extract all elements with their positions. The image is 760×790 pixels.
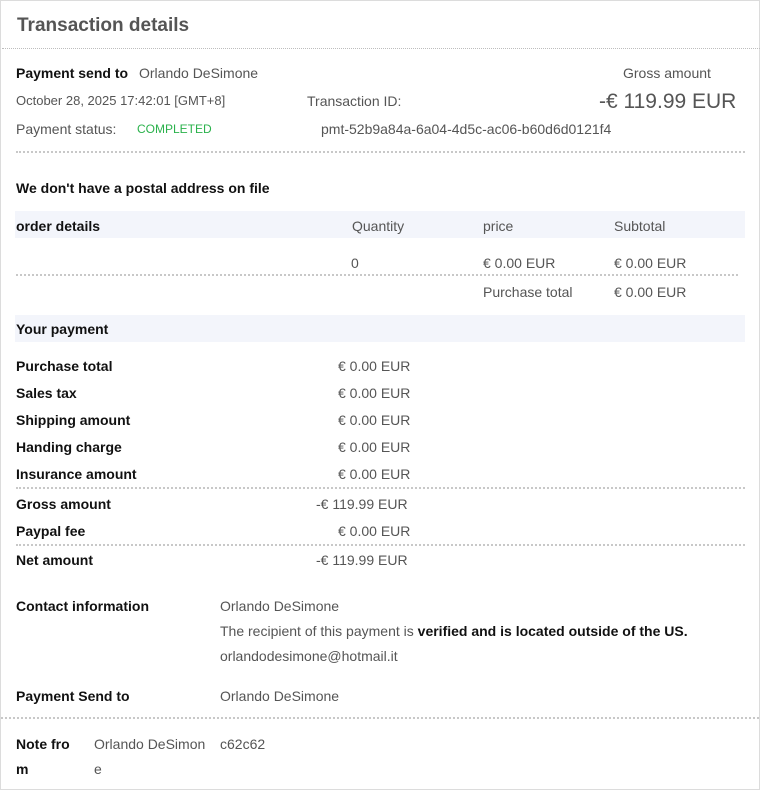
order-col-subtotal: Subtotal bbox=[614, 218, 666, 234]
payment-send-to-label: Payment send to bbox=[16, 65, 129, 81]
payment-row-value: € 0.00 EUR bbox=[338, 439, 411, 455]
page-title: Transaction details bbox=[17, 15, 190, 36]
gross-amount-row-label: Gross amount bbox=[16, 496, 111, 512]
your-payment-header bbox=[15, 315, 745, 342]
payment-send-to-name[interactable]: Orlando DeSimone bbox=[139, 65, 259, 81]
note-label: Note fro bbox=[16, 736, 70, 752]
recipient-text: The recipient of this payment is bbox=[220, 623, 418, 639]
net-amount-value: -€ 119.99 EUR bbox=[316, 552, 408, 568]
note-from-name: Orlando DeSimon bbox=[94, 736, 206, 752]
gross-amount-value: -€ 119.99 EUR bbox=[599, 90, 737, 113]
recipient-verified-text: verified and is located outside of the US. bbox=[417, 623, 688, 639]
payment-row-value: € 0.00 EUR bbox=[338, 385, 411, 401]
divider bbox=[16, 274, 738, 276]
note-from-name-wrap: e bbox=[94, 761, 102, 777]
title-bar bbox=[2, 2, 760, 49]
note-code: c62c62 bbox=[220, 736, 266, 752]
payment-row-label: Sales tax bbox=[16, 385, 77, 401]
divider bbox=[1, 717, 759, 719]
divider bbox=[16, 487, 745, 489]
payment-row-label: Insurance amount bbox=[16, 466, 137, 482]
order-row-quantity: 0 bbox=[351, 255, 359, 271]
payment-row-label: Shipping amount bbox=[16, 412, 131, 428]
contact-name[interactable]: Orlando DeSimone bbox=[220, 598, 340, 614]
purchase-total-value: € 0.00 EUR bbox=[614, 284, 687, 300]
your-payment-title: Your payment bbox=[16, 321, 109, 337]
divider bbox=[16, 151, 745, 153]
gross-amount-row-value: -€ 119.99 EUR bbox=[316, 496, 408, 512]
paypal-fee-label: Paypal fee bbox=[16, 523, 86, 539]
contact-info-label: Contact information bbox=[16, 598, 149, 614]
postal-address-note: We don't have a postal address on file bbox=[16, 180, 270, 196]
payment-row-label: Purchase total bbox=[16, 358, 113, 374]
order-col-price: price bbox=[483, 218, 514, 234]
payment-send-to-footer-value: Orlando DeSimone bbox=[220, 688, 340, 704]
order-row-subtotal: € 0.00 EUR bbox=[614, 255, 687, 271]
contact-email[interactable]: orlandodesimone@hotmail.it bbox=[220, 648, 398, 664]
transaction-id-label: Transaction ID: bbox=[307, 93, 402, 109]
payment-row-value: € 0.00 EUR bbox=[338, 466, 411, 482]
note-label-wrap: m bbox=[16, 761, 29, 777]
purchase-total-label: Purchase total bbox=[483, 284, 573, 300]
gross-amount-label: Gross amount bbox=[623, 65, 711, 81]
order-row-price: € 0.00 EUR bbox=[483, 255, 556, 271]
paypal-fee-value: € 0.00 EUR bbox=[338, 523, 411, 539]
payment-row-label: Handing charge bbox=[16, 439, 122, 455]
status-badge: COMPLETED bbox=[137, 122, 212, 136]
recipient-verification bbox=[220, 623, 688, 639]
net-amount-label: Net amount bbox=[16, 552, 93, 568]
transaction-id-value: pmt-52b9a84a-6a04-4d5c-ac06-b60d6d0121f4 bbox=[321, 121, 612, 137]
payment-row-value: € 0.00 EUR bbox=[338, 358, 411, 374]
transaction-datetime: October 28, 2025 17:42:01 [GMT+8] bbox=[16, 93, 226, 108]
order-col-quantity: Quantity bbox=[352, 218, 405, 234]
payment-status-label: Payment status: bbox=[16, 121, 117, 137]
payment-row-value: € 0.00 EUR bbox=[338, 412, 411, 428]
payment-send-to-footer-label: Payment Send to bbox=[16, 688, 130, 704]
divider bbox=[16, 544, 745, 546]
order-col-details: order details bbox=[16, 218, 101, 234]
